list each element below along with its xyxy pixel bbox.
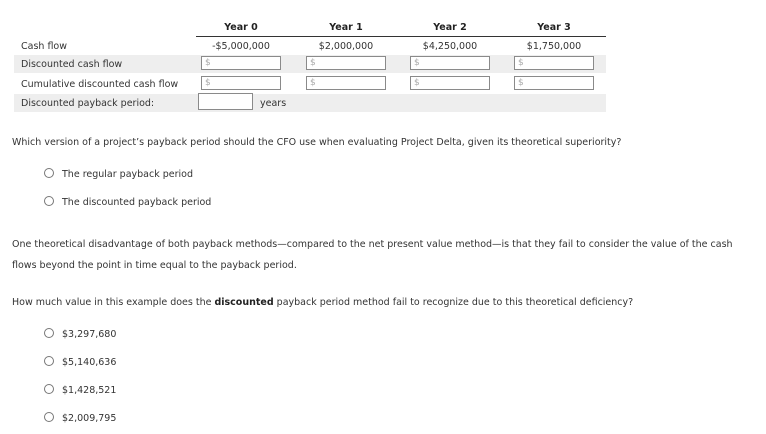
option-label: The discounted payback period xyxy=(62,197,212,208)
cash-flow-year-3: $1,750,000 xyxy=(526,41,582,52)
option-label: $5,140,636 xyxy=(62,357,117,368)
dollar-prefix: $ xyxy=(310,78,316,88)
header-year-1: Year 1 xyxy=(329,22,363,33)
dcf-year-0-input[interactable] xyxy=(201,56,281,70)
payback-period-label: Discounted payback period: xyxy=(21,98,155,109)
dollar-prefix: $ xyxy=(310,58,316,68)
header-year-3: Year 3 xyxy=(537,22,571,33)
dollar-prefix: $ xyxy=(414,78,420,88)
radio-icon[interactable] xyxy=(44,196,54,206)
cumulative-year-3-input[interactable] xyxy=(514,76,594,90)
dcf-year-2-input[interactable] xyxy=(410,56,490,70)
dollar-prefix: $ xyxy=(414,58,420,68)
question-2-bold: discounted xyxy=(214,297,274,308)
option-regular-payback[interactable] xyxy=(44,168,193,180)
radio-icon[interactable] xyxy=(44,412,54,422)
option-value-2[interactable] xyxy=(44,356,116,368)
cash-flow-year-0: -$5,000,000 xyxy=(212,41,270,52)
cumulative-dcf-label: Cumulative discounted cash flow xyxy=(21,79,179,90)
option-label: $3,297,680 xyxy=(62,329,117,340)
dollar-prefix: $ xyxy=(205,58,211,68)
cash-flow-label: Cash flow xyxy=(21,41,68,52)
paragraph-line-1: One theoretical disadvantage of both payback methods—compared to the net present value method—is that they fail to consider the value of the cash xyxy=(12,239,733,250)
dollar-prefix: $ xyxy=(518,78,524,88)
disadvantage-paragraph xyxy=(12,234,752,276)
years-unit-label: years xyxy=(260,98,287,109)
option-value-3[interactable] xyxy=(44,384,116,396)
header-year-2: Year 2 xyxy=(433,22,467,33)
cash-flow-year-2: $4,250,000 xyxy=(422,41,478,52)
option-value-1[interactable] xyxy=(44,328,116,340)
radio-icon[interactable] xyxy=(44,328,54,338)
payback-period-input[interactable] xyxy=(198,93,253,110)
radio-icon[interactable] xyxy=(44,384,54,394)
option-label: $1,428,521 xyxy=(62,385,117,396)
cumulative-year-2-input[interactable] xyxy=(410,76,490,90)
question-2-text xyxy=(12,297,633,308)
option-label: The regular payback period xyxy=(62,169,194,180)
cash-flow-year-1: $2,000,000 xyxy=(318,41,374,52)
cumulative-year-0-input[interactable] xyxy=(201,76,281,90)
option-discounted-payback[interactable] xyxy=(44,196,211,208)
dollar-prefix: $ xyxy=(205,78,211,88)
header-year-0: Year 0 xyxy=(224,22,258,33)
question-1-text: Which version of a project’s payback period should the CFO use when evaluating Project Delta, given its theoretical superiority? xyxy=(12,137,622,148)
question-2-after: payback period method fail to recognize due to this theoretical deficiency? xyxy=(273,297,634,308)
payback-period-row xyxy=(14,94,606,112)
radio-icon[interactable] xyxy=(44,168,54,178)
question-2-before: How much value in this example does the xyxy=(12,297,215,308)
paragraph-line-2: flows beyond the point in time equal to the payback period. xyxy=(12,260,297,271)
option-label: $2,009,795 xyxy=(62,413,117,424)
cumulative-year-1-input[interactable] xyxy=(306,76,386,90)
option-value-4[interactable] xyxy=(44,412,116,424)
dollar-prefix: $ xyxy=(518,58,524,68)
dcf-year-3-input[interactable] xyxy=(514,56,594,70)
dcf-year-1-input[interactable] xyxy=(306,56,386,70)
radio-icon[interactable] xyxy=(44,356,54,366)
discounted-cash-flow-label: Discounted cash flow xyxy=(21,59,123,70)
